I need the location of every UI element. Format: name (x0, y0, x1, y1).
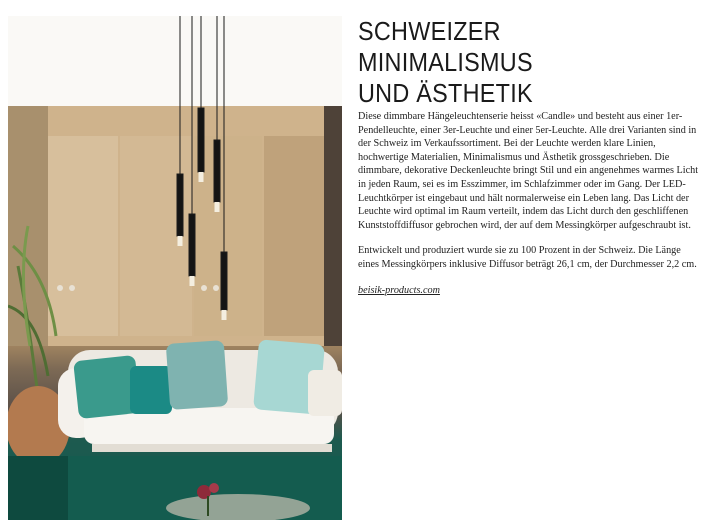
cabinet-door (264, 136, 324, 336)
interior-photo (8, 16, 342, 520)
living-room-illustration (8, 16, 342, 520)
paragraph-description: Diese dimmbare Hängeleuchtenserie heisst «Candle» und besteht aus einer 1er-Pendelleuchte, einer 3er-Leuchte und einer 5er-Leuchte. Alle drei Varianten sind in der Schweiz im Verkaufssortiment. Bei der Leuchte werden klare Linien, hochwertige Materialien, Minimalismus und Ästhetik grossgeschrieben. Die dimmbare, dekorative Deckenleuchte bringt Stil und ein angenehmes warmes Licht in jeden Raum, sei es im Esszimmer, im Schlafzimmer oder im Gang. Der LED-Leuchtkörper ist eingebaut und hält normalerweise ein Leben lang. Das Licht der Leuchte wird optimal im Raum verteilt, indem das Licht durch den geschliffenen Kunststoffdiffusor gebrochen wird, der auf dem Messingkörper aufgeschraubt ist. (358, 111, 699, 231)
rug-shadow (8, 456, 68, 520)
website-link[interactable]: beisik-products.com (358, 284, 440, 296)
ceiling (8, 16, 342, 106)
headline-line-1: SCHWEIZER MINIMALISMUS (358, 16, 533, 77)
cabinet-door (48, 136, 118, 336)
wall-shadow (324, 106, 342, 346)
cabinet-knob (213, 285, 219, 291)
headline-line-2: UND ÄSTHETIK (358, 78, 533, 108)
article-headline (358, 16, 673, 109)
article-body (358, 110, 704, 297)
paragraph-production: Entwickelt und produziert wurde sie zu 100 Prozent in der Schweiz. Die Länge eines Messingkörpers inklusive Diffusor beträgt 26,1 cm, der Durchmesser 2,2 cm. (358, 245, 697, 270)
cabinet-knob (57, 285, 63, 291)
cabinet-knob (201, 285, 207, 291)
cabinet-knob (69, 285, 75, 291)
